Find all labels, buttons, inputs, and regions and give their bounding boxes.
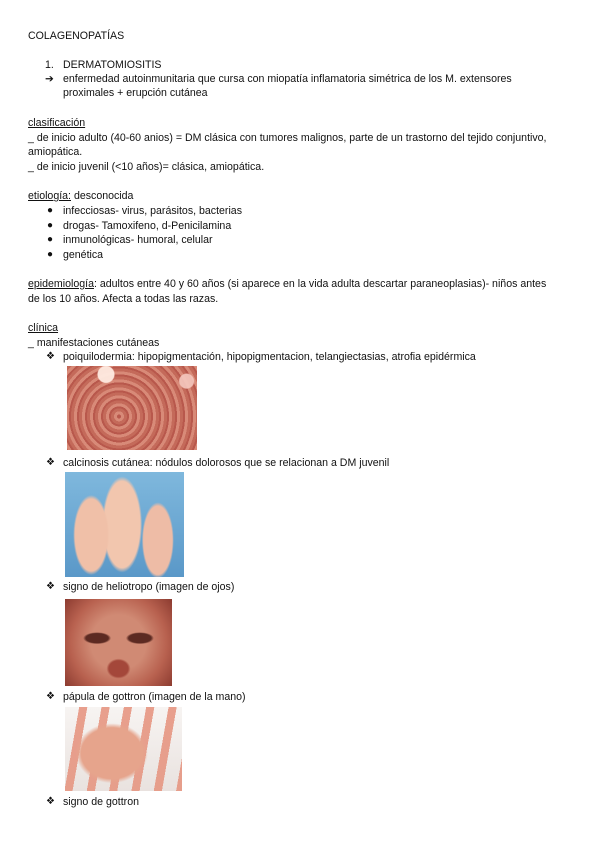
- etiologia-text: desconocida: [71, 190, 134, 202]
- diamond-bullet-icon: ❖: [46, 691, 55, 702]
- diamond-bullet-icon: ❖: [46, 351, 55, 362]
- epidemiologia-heading: epidemiología: [28, 278, 94, 290]
- calcinosis-fingers-photo: [65, 472, 184, 577]
- section-heading: DERMATOMIOSITIS: [63, 59, 162, 71]
- epidemiologia-line-2: de los 10 años. Afecta a todas las razas.: [28, 293, 219, 305]
- clasificacion-item-1-line-2: amiopática.: [28, 146, 83, 158]
- bullet-icon: ●: [47, 234, 54, 245]
- bullet-icon: ●: [47, 205, 54, 216]
- etiologia-heading: etiología:: [28, 190, 71, 202]
- epidemiologia-text: : adultos entre 40 y 60 años (si aparece en la vida adulta descartar paraneoplasias)- niños antes: [93, 278, 547, 290]
- diamond-bullet-icon: ❖: [46, 457, 55, 468]
- gottron-hand-photo: [65, 707, 182, 791]
- etiologia-line: [28, 189, 133, 203]
- section-number: 1.: [45, 59, 54, 71]
- clinica-item: signo de heliotropo (imagen de ojos): [63, 581, 235, 593]
- epidemiologia-line-1: [28, 277, 546, 291]
- etiologia-item: inmunológicas- humoral, celular: [63, 234, 213, 246]
- arrow-bullet: ➔: [45, 73, 54, 85]
- page-title: COLAGENOPATÍAS: [28, 30, 125, 42]
- clinica-heading: clínica: [28, 322, 59, 334]
- clinica-subheading: _ manifestaciones cutáneas: [28, 337, 160, 349]
- clinica-item: signo de gottron: [63, 796, 139, 808]
- heliotrope-eyes-photo: [65, 599, 172, 686]
- bullet-icon: ●: [47, 249, 54, 260]
- etiologia-item: drogas- Tamoxifeno, d-Penicilamina: [63, 220, 232, 232]
- clinica-item: poiquilodermia: hipopigmentación, hipopigmentacion, telangiectasias, atrofia epidérmica: [63, 351, 476, 363]
- clasificacion-item-1-line-1: _ de inicio adulto (40-60 anios) = DM clásica con tumores malignos, parte de un trastorno del tejido conjuntivo,: [28, 132, 547, 144]
- bullet-icon: ●: [47, 220, 54, 231]
- clinica-item: pápula de gottron (imagen de la mano): [63, 691, 246, 703]
- etiologia-item: infecciosas- virus, parásitos, bacterias: [63, 205, 242, 217]
- diamond-bullet-icon: ❖: [46, 796, 55, 807]
- clasificacion-item-2: _ de inicio juvenil (<10 años)= clásica, amiopática.: [28, 161, 265, 173]
- poiquilodermia-photo: [67, 366, 197, 450]
- clinica-item: calcinosis cutánea: nódulos dolorosos que se relacionan a DM juvenil: [63, 457, 390, 469]
- diamond-bullet-icon: ❖: [46, 581, 55, 592]
- intro-line-2: proximales + erupción cutánea: [63, 87, 208, 99]
- etiologia-item: genética: [63, 249, 104, 261]
- intro-line-1: enfermedad autoinmunitaria que cursa con miopatía inflamatoria simétrica de los M. extensores: [63, 73, 512, 85]
- clasificacion-heading: clasificación: [28, 117, 86, 129]
